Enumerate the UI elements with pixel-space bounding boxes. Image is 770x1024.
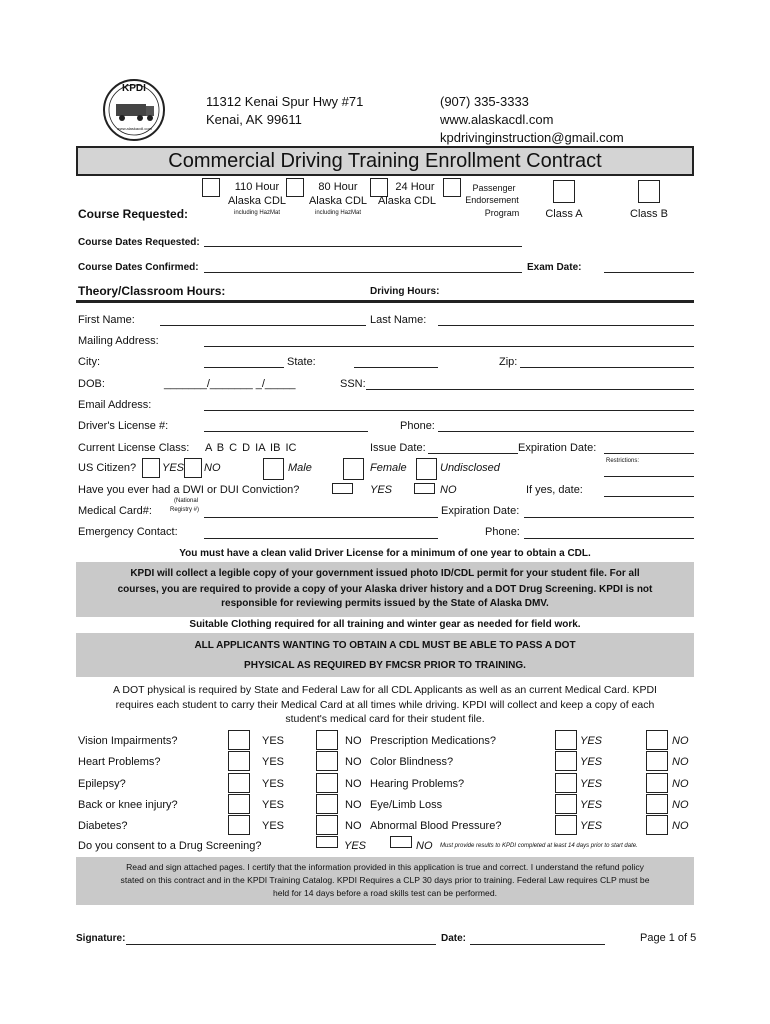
health-left-no-label: NO xyxy=(345,756,362,768)
id-notice-line-1: KPDI will collect a legible copy of your government issued photo ID/CDL permit for your student file. For all xyxy=(130,568,640,579)
certify-line-3: held for 14 days before a road skills test can be performed. xyxy=(272,888,498,898)
health-right-no-label: NO xyxy=(672,799,689,811)
city-label: City: xyxy=(78,356,100,368)
course-24-sub: Alaska CDL xyxy=(377,195,437,207)
drug-screening-question: Do you consent to a Drug Screening? xyxy=(78,840,262,852)
health-left-no-label: NO xyxy=(345,778,362,790)
drug-yes-checkbox[interactable] xyxy=(316,836,338,848)
passenger-program: Program xyxy=(484,208,520,218)
dob-label: DOB: xyxy=(78,378,105,390)
passenger-checkbox[interactable] xyxy=(443,178,461,197)
class-b-label: Class B xyxy=(630,208,668,220)
health-left-no-checkbox[interactable] xyxy=(316,815,338,835)
email: kpdrivinginstruction@gmail.com xyxy=(440,130,624,145)
course-110-hazmat: including HazMat xyxy=(233,210,281,216)
class-b-checkbox[interactable] xyxy=(638,180,660,203)
drug-note: Must provide results to KPDI completed at least 14 days prior to start date. xyxy=(440,843,638,849)
health-left-no-label: NO xyxy=(345,799,362,811)
phone-label: Phone: xyxy=(400,420,435,432)
physical-line-1: A DOT physical is required by State and Federal Law for all CDL Applicants as well as an current Medical Card. KPDI xyxy=(113,684,657,696)
course-110-sub: Alaska CDL xyxy=(227,195,287,207)
date-label: Date: xyxy=(441,933,467,944)
physical-line-2: requires each student to carry their Medical Card at all times while driving. KPDI will collect and keep a copy of each xyxy=(115,699,655,711)
state-label: State: xyxy=(287,356,316,368)
zip-field[interactable] xyxy=(520,367,694,368)
health-right-yes-label: YES xyxy=(580,756,603,768)
signature-label: Signature: xyxy=(76,933,126,944)
health-left-yes-label: YES xyxy=(262,778,285,790)
health-left-yes-label: YES xyxy=(262,799,285,811)
health-left-no-label: NO xyxy=(345,735,362,747)
dwi-yes-label: YES xyxy=(370,484,393,496)
state-field[interactable] xyxy=(354,367,438,368)
medical-expiration-label: Expiration Date: xyxy=(441,505,520,517)
health-right-no-checkbox[interactable] xyxy=(646,730,668,750)
health-right-question: Color Blindness? xyxy=(370,756,454,768)
health-right-no-label: NO xyxy=(672,820,689,832)
health-left-yes-checkbox[interactable] xyxy=(228,794,250,814)
dot-notice-line-1: ALL APPLICANTS WANTING TO OBTAIN A CDL MUST BE ABLE TO PASS A DOT xyxy=(194,640,576,651)
restrictions-field[interactable] xyxy=(604,476,694,477)
health-left-no-label: NO xyxy=(345,820,362,832)
course-80-sub: Alaska CDL xyxy=(308,195,368,207)
female-checkbox[interactable] xyxy=(343,458,364,480)
male-checkbox[interactable] xyxy=(263,458,284,480)
health-right-no-label: NO xyxy=(672,756,689,768)
zip-label: Zip: xyxy=(499,356,518,368)
drug-no-checkbox[interactable] xyxy=(390,836,412,848)
course-110-label: 110 Hour xyxy=(234,181,280,193)
kpdi-logo xyxy=(102,78,166,142)
class-a-checkbox[interactable] xyxy=(553,180,575,203)
physical-line-3: student's medical card for their student file. xyxy=(285,713,485,725)
undisclosed-label: Undisclosed xyxy=(440,462,500,474)
restrictions-label: Restrictions: xyxy=(606,458,640,464)
page-number: Page 1 of 5 xyxy=(640,932,697,944)
certify-line-1: Read and sign attached pages. I certify that the information provided in this application is true and correct. I understand the refund policy xyxy=(126,862,644,872)
course-requested-label: Course Requested: xyxy=(78,207,189,221)
health-left-yes-checkbox[interactable] xyxy=(228,751,250,771)
health-right-yes-label: YES xyxy=(580,799,603,811)
passenger-sub: Endorsement xyxy=(465,195,519,205)
license-notice: You must have a clean valid Driver License for a minimum of one year to obtain a CDL. xyxy=(179,548,591,559)
signature-field[interactable] xyxy=(126,944,436,945)
course-24-label: 24 Hour xyxy=(395,181,435,193)
emergency-contact-label: Emergency Contact: xyxy=(78,526,178,538)
id-notice-line-2: courses, you are required to provide a copy of your Alaska driver history and a DOT Drug Screening. KPDI is not xyxy=(117,584,653,595)
health-left-question: Back or knee injury? xyxy=(78,799,178,811)
health-left-yes-checkbox[interactable] xyxy=(228,773,250,793)
health-right-question: Hearing Problems? xyxy=(370,778,465,790)
health-right-yes-checkbox[interactable] xyxy=(555,815,577,835)
dwi-question: Have you ever had a DWI or DUI Conviction? xyxy=(78,484,300,496)
undisclosed-checkbox[interactable] xyxy=(416,458,437,480)
course-110-checkbox[interactable] xyxy=(202,178,220,197)
health-left-yes-label: YES xyxy=(262,820,285,832)
issue-date-field[interactable] xyxy=(428,453,518,454)
logo-text: KPDI xyxy=(122,83,146,94)
male-label: Male xyxy=(288,462,312,474)
health-left-yes-label: YES xyxy=(262,756,285,768)
page-title: Commercial Driving Training Enrollment Contract xyxy=(168,150,602,172)
health-left-yes-checkbox[interactable] xyxy=(228,730,250,750)
course-80-hazmat: including HazMat xyxy=(314,210,362,216)
female-label: Female xyxy=(370,462,407,474)
health-left-no-checkbox[interactable] xyxy=(316,730,338,750)
phone-number: (907) 335-3333 xyxy=(440,94,529,109)
dwi-no-label: NO xyxy=(440,484,457,496)
expiration-date-field[interactable] xyxy=(604,453,694,454)
last-name-field[interactable] xyxy=(438,325,694,326)
dwi-no-checkbox[interactable] xyxy=(414,483,435,494)
date-field[interactable] xyxy=(470,944,605,945)
emergency-contact-field[interactable] xyxy=(204,538,438,539)
health-right-question: Eye/Limb Loss xyxy=(370,799,443,811)
emergency-phone-label: Phone: xyxy=(485,526,520,538)
last-name-label: Last Name: xyxy=(370,314,427,326)
exam-date-field[interactable] xyxy=(604,272,694,273)
health-right-yes-checkbox[interactable] xyxy=(555,751,577,771)
medical-card-field[interactable] xyxy=(204,517,438,518)
first-name-label: First Name: xyxy=(78,314,135,326)
citizen-no-checkbox[interactable] xyxy=(184,458,202,478)
logo-website: www.alaskacdl.com xyxy=(117,126,152,131)
license-label: Driver's License #: xyxy=(78,420,169,432)
citizen-yes-label: YES xyxy=(162,462,185,474)
dates-requested-field[interactable] xyxy=(204,246,522,247)
first-name-field[interactable] xyxy=(160,325,366,326)
health-right-no-label: NO xyxy=(672,735,689,747)
mailing-address-field[interactable] xyxy=(204,346,694,347)
course-80-checkbox[interactable] xyxy=(286,178,304,197)
health-right-no-checkbox[interactable] xyxy=(646,815,668,835)
issue-date-label: Issue Date: xyxy=(370,442,426,454)
city-field[interactable] xyxy=(204,367,284,368)
health-right-yes-checkbox[interactable] xyxy=(555,773,577,793)
address-line-2: Kenai, AK 99611 xyxy=(206,112,302,127)
dates-confirmed-label: Course Dates Confirmed: xyxy=(78,262,199,273)
dob-field[interactable]: _______/_______ _/_____ xyxy=(164,378,296,390)
if-yes-date-field[interactable] xyxy=(604,496,694,497)
health-right-yes-label: YES xyxy=(580,735,603,747)
dwi-yes-checkbox[interactable] xyxy=(332,483,353,494)
health-left-question: Diabetes? xyxy=(78,820,128,832)
course-80-label: 80 Hour xyxy=(318,181,358,193)
health-left-question: Heart Problems? xyxy=(78,756,161,768)
class-a-label: Class A xyxy=(545,208,583,220)
medical-card-label: Medical Card#: xyxy=(78,505,152,517)
email-field[interactable] xyxy=(204,410,694,411)
us-citizen-label: US Citizen? xyxy=(78,462,137,474)
phone-field[interactable] xyxy=(438,431,694,432)
health-left-yes-checkbox[interactable] xyxy=(228,815,250,835)
health-right-yes-label: YES xyxy=(580,778,603,790)
section-divider xyxy=(76,300,694,303)
medical-expiration-field[interactable] xyxy=(524,517,694,518)
clothing-notice: Suitable Clothing required for all training and winter gear as needed for field work. xyxy=(189,619,581,630)
health-right-no-checkbox[interactable] xyxy=(646,751,668,771)
health-right-no-checkbox[interactable] xyxy=(646,773,668,793)
exam-date-label: Exam Date: xyxy=(527,262,582,273)
health-left-question: Epilepsy? xyxy=(78,778,126,790)
drug-no-label: NO xyxy=(416,840,433,852)
health-right-yes-checkbox[interactable] xyxy=(555,730,577,750)
ssn-field[interactable] xyxy=(366,389,694,390)
dot-notice-line-2: PHYSICAL AS REQUIRED BY FMCSR PRIOR TO TRAINING. xyxy=(244,660,526,671)
certify-line-2: stated on this contract and in the KPDI Training Catalog. KPDI Requires a CLP 30 days prior to training. Federal Law requires CLP must be xyxy=(120,875,650,885)
expiration-date-label: Expiration Date: xyxy=(518,442,597,454)
license-class-options[interactable]: A B C D IA IB IC xyxy=(205,442,297,454)
health-right-no-label: NO xyxy=(672,778,689,790)
health-right-question: Abnormal Blood Pressure? xyxy=(370,820,502,832)
health-left-no-checkbox[interactable] xyxy=(316,751,338,771)
theory-hours-label: Theory/Classroom Hours: xyxy=(78,284,226,298)
health-right-yes-checkbox[interactable] xyxy=(555,794,577,814)
dates-confirmed-field[interactable] xyxy=(204,272,522,273)
passenger-label: Passenger xyxy=(472,183,516,193)
national-registry-1: (National xyxy=(174,498,199,504)
email-label: Email Address: xyxy=(78,399,152,411)
id-notice-line-3: responsible for reviewing permits issued by the State of Alaska DMV. xyxy=(221,598,549,609)
if-yes-date-label: If yes, date: xyxy=(526,484,583,496)
license-class-label: Current License Class: xyxy=(78,442,190,454)
health-left-question: Vision Impairments? xyxy=(78,735,178,747)
citizen-yes-checkbox[interactable] xyxy=(142,458,160,478)
address-line-1: 11312 Kenai Spur Hwy #71 xyxy=(206,94,364,109)
dates-requested-label: Course Dates Requested: xyxy=(78,237,200,248)
emergency-phone-field[interactable] xyxy=(524,538,694,539)
health-right-yes-label: YES xyxy=(580,820,603,832)
health-left-no-checkbox[interactable] xyxy=(316,794,338,814)
health-left-no-checkbox[interactable] xyxy=(316,773,338,793)
health-right-question: Prescription Medications? xyxy=(370,735,496,747)
drug-yes-label: YES xyxy=(344,840,367,852)
mailing-address-label: Mailing Address: xyxy=(78,335,159,347)
national-registry-2: Registry #) xyxy=(170,507,200,513)
citizen-no-label: NO xyxy=(204,462,221,474)
health-left-yes-label: YES xyxy=(262,735,285,747)
ssn-label: SSN: xyxy=(340,378,366,390)
website: www.alaskacdl.com xyxy=(440,112,554,127)
health-right-no-checkbox[interactable] xyxy=(646,794,668,814)
license-field[interactable] xyxy=(204,431,368,432)
driving-hours-label: Driving Hours: xyxy=(370,286,440,297)
